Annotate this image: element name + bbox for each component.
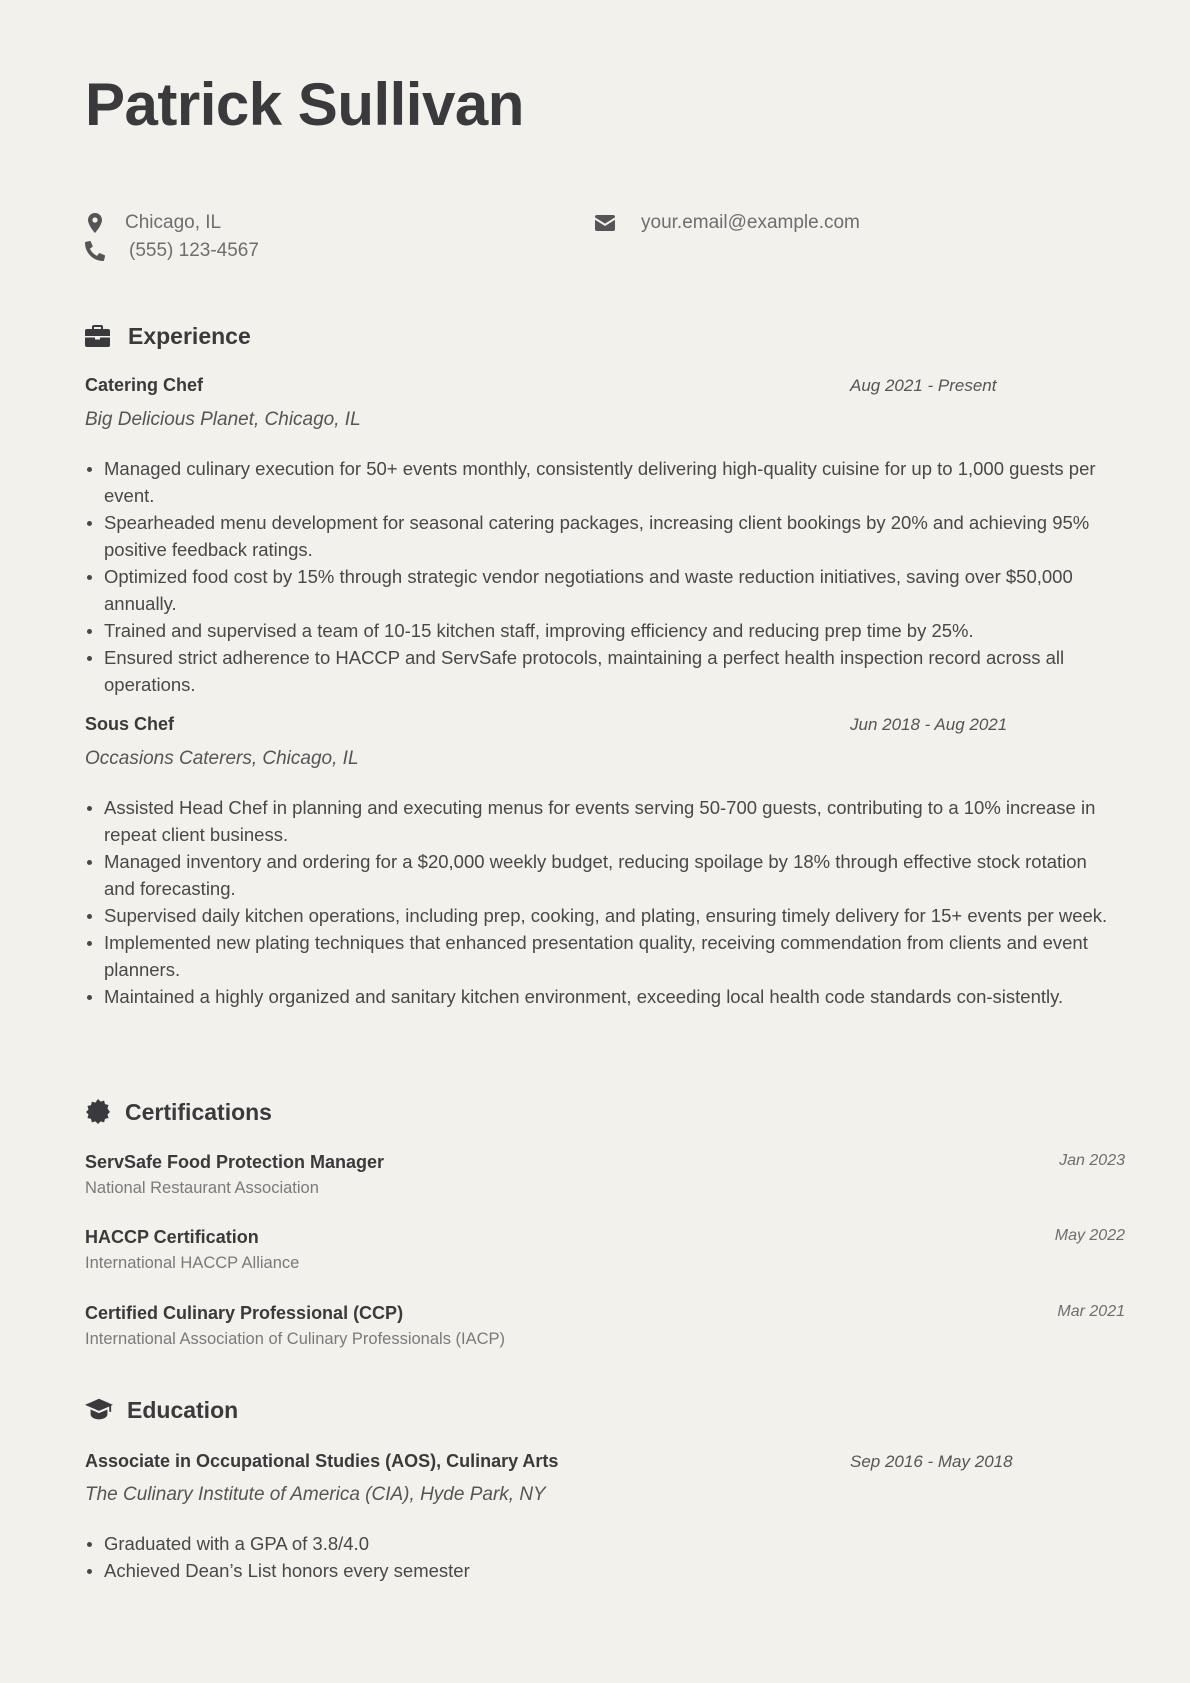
job-organization: Occasions Caterers, Chicago, IL	[85, 748, 359, 769]
job-title: Sous Chef	[85, 714, 175, 734]
certification-name: HACCP Certification	[85, 1227, 259, 1247]
map-pin-icon	[85, 212, 105, 234]
certification-date: May 2022	[1054, 1227, 1125, 1244]
education-bullets	[85, 1530, 1115, 1584]
phone-icon	[85, 240, 105, 262]
certification-name: Certified Culinary Professional (CCP)	[85, 1303, 404, 1323]
list-item: Implemented new plating techniques that enhanced presentation quality, receiving commendation from clients and event planners.	[85, 929, 1115, 983]
contact-phone	[85, 240, 259, 262]
envelope-icon	[595, 212, 615, 234]
candidate-name: Patrick Sullivan	[85, 71, 524, 138]
job-date: Aug 2021 - Present	[850, 376, 997, 395]
education-date: Sep 2016 - May 2018	[850, 1452, 1013, 1471]
certificate-badge-icon	[85, 1098, 113, 1126]
list-item: Managed inventory and ordering for a $20,000 weekly budget, reducing spoilage by 18% through effective stock rotation and forecasting.	[85, 848, 1115, 902]
certification-issuer: National Restaurant Association	[85, 1179, 319, 1197]
list-item: Maintained a highly organized and sanitary kitchen environment, exceeding local health code standards con-sistently.	[85, 983, 1115, 1010]
certification-issuer: International Association of Culinary Professionals (IACP)	[85, 1330, 506, 1348]
section-title: Certifications	[125, 1098, 272, 1125]
graduation-cap-icon	[85, 1396, 113, 1424]
certification-date: Jan 2023	[1059, 1152, 1125, 1169]
list-item: Spearheaded menu development for seasonal catering packages, increasing client bookings by 20% and achieving 95% positive feedback ratings.	[85, 509, 1115, 563]
phone-text: (555) 123-4567	[129, 240, 259, 261]
degree-title: Associate in Occupational Studies (AOS), Culinary Arts	[85, 1451, 559, 1471]
list-item: Supervised daily kitchen operations, including prep, cooking, and plating, ensuring timely delivery for 15+ events per week.	[85, 902, 1115, 929]
section-title: Experience	[128, 322, 251, 349]
list-item: Graduated with a GPA of 3.8/4.0	[85, 1530, 1115, 1557]
list-item: Ensured strict adherence to HACCP and ServSafe protocols, maintaining a perfect health inspection record across all operations.	[85, 644, 1115, 698]
briefcase-icon	[85, 322, 113, 350]
job-organization: Big Delicious Planet, Chicago, IL	[85, 409, 361, 430]
experience-heading	[85, 322, 251, 350]
job-title: Catering Chef	[85, 375, 204, 395]
list-item: Achieved Dean’s List honors every semester	[85, 1557, 1115, 1584]
certification-date: Mar 2021	[1057, 1303, 1125, 1320]
list-item: Assisted Head Chef in planning and executing menus for events serving 50-700 guests, contributing to a 10% increase in repeat client business.	[85, 794, 1115, 848]
list-item: Optimized food cost by 15% through strategic vendor negotiations and waste reduction initiatives, saving over $50,000 annually.	[85, 563, 1115, 617]
job-bullets	[85, 455, 1115, 698]
certification-name: ServSafe Food Protection Manager	[85, 1152, 385, 1172]
section-title: Education	[127, 1396, 239, 1423]
email-text: your.email@example.com	[641, 212, 860, 233]
school-name: The Culinary Institute of America (CIA), Hyde Park, NY	[85, 1484, 546, 1505]
list-item: Managed culinary execution for 50+ events monthly, consistently delivering high-quality cuisine for up to 1,000 guests per event.	[85, 455, 1115, 509]
certification-issuer: International HACCP Alliance	[85, 1254, 300, 1272]
certifications-heading	[85, 1098, 272, 1126]
job-date: Jun 2018 - Aug 2021	[850, 715, 1008, 734]
contact-email	[595, 212, 860, 234]
education-heading	[85, 1396, 238, 1424]
location-text: Chicago, IL	[125, 212, 222, 233]
job-bullets	[85, 794, 1115, 1010]
contact-location	[85, 212, 221, 234]
list-item: Trained and supervised a team of 10-15 kitchen staff, improving efficiency and reducing prep time by 25%.	[85, 617, 1115, 644]
